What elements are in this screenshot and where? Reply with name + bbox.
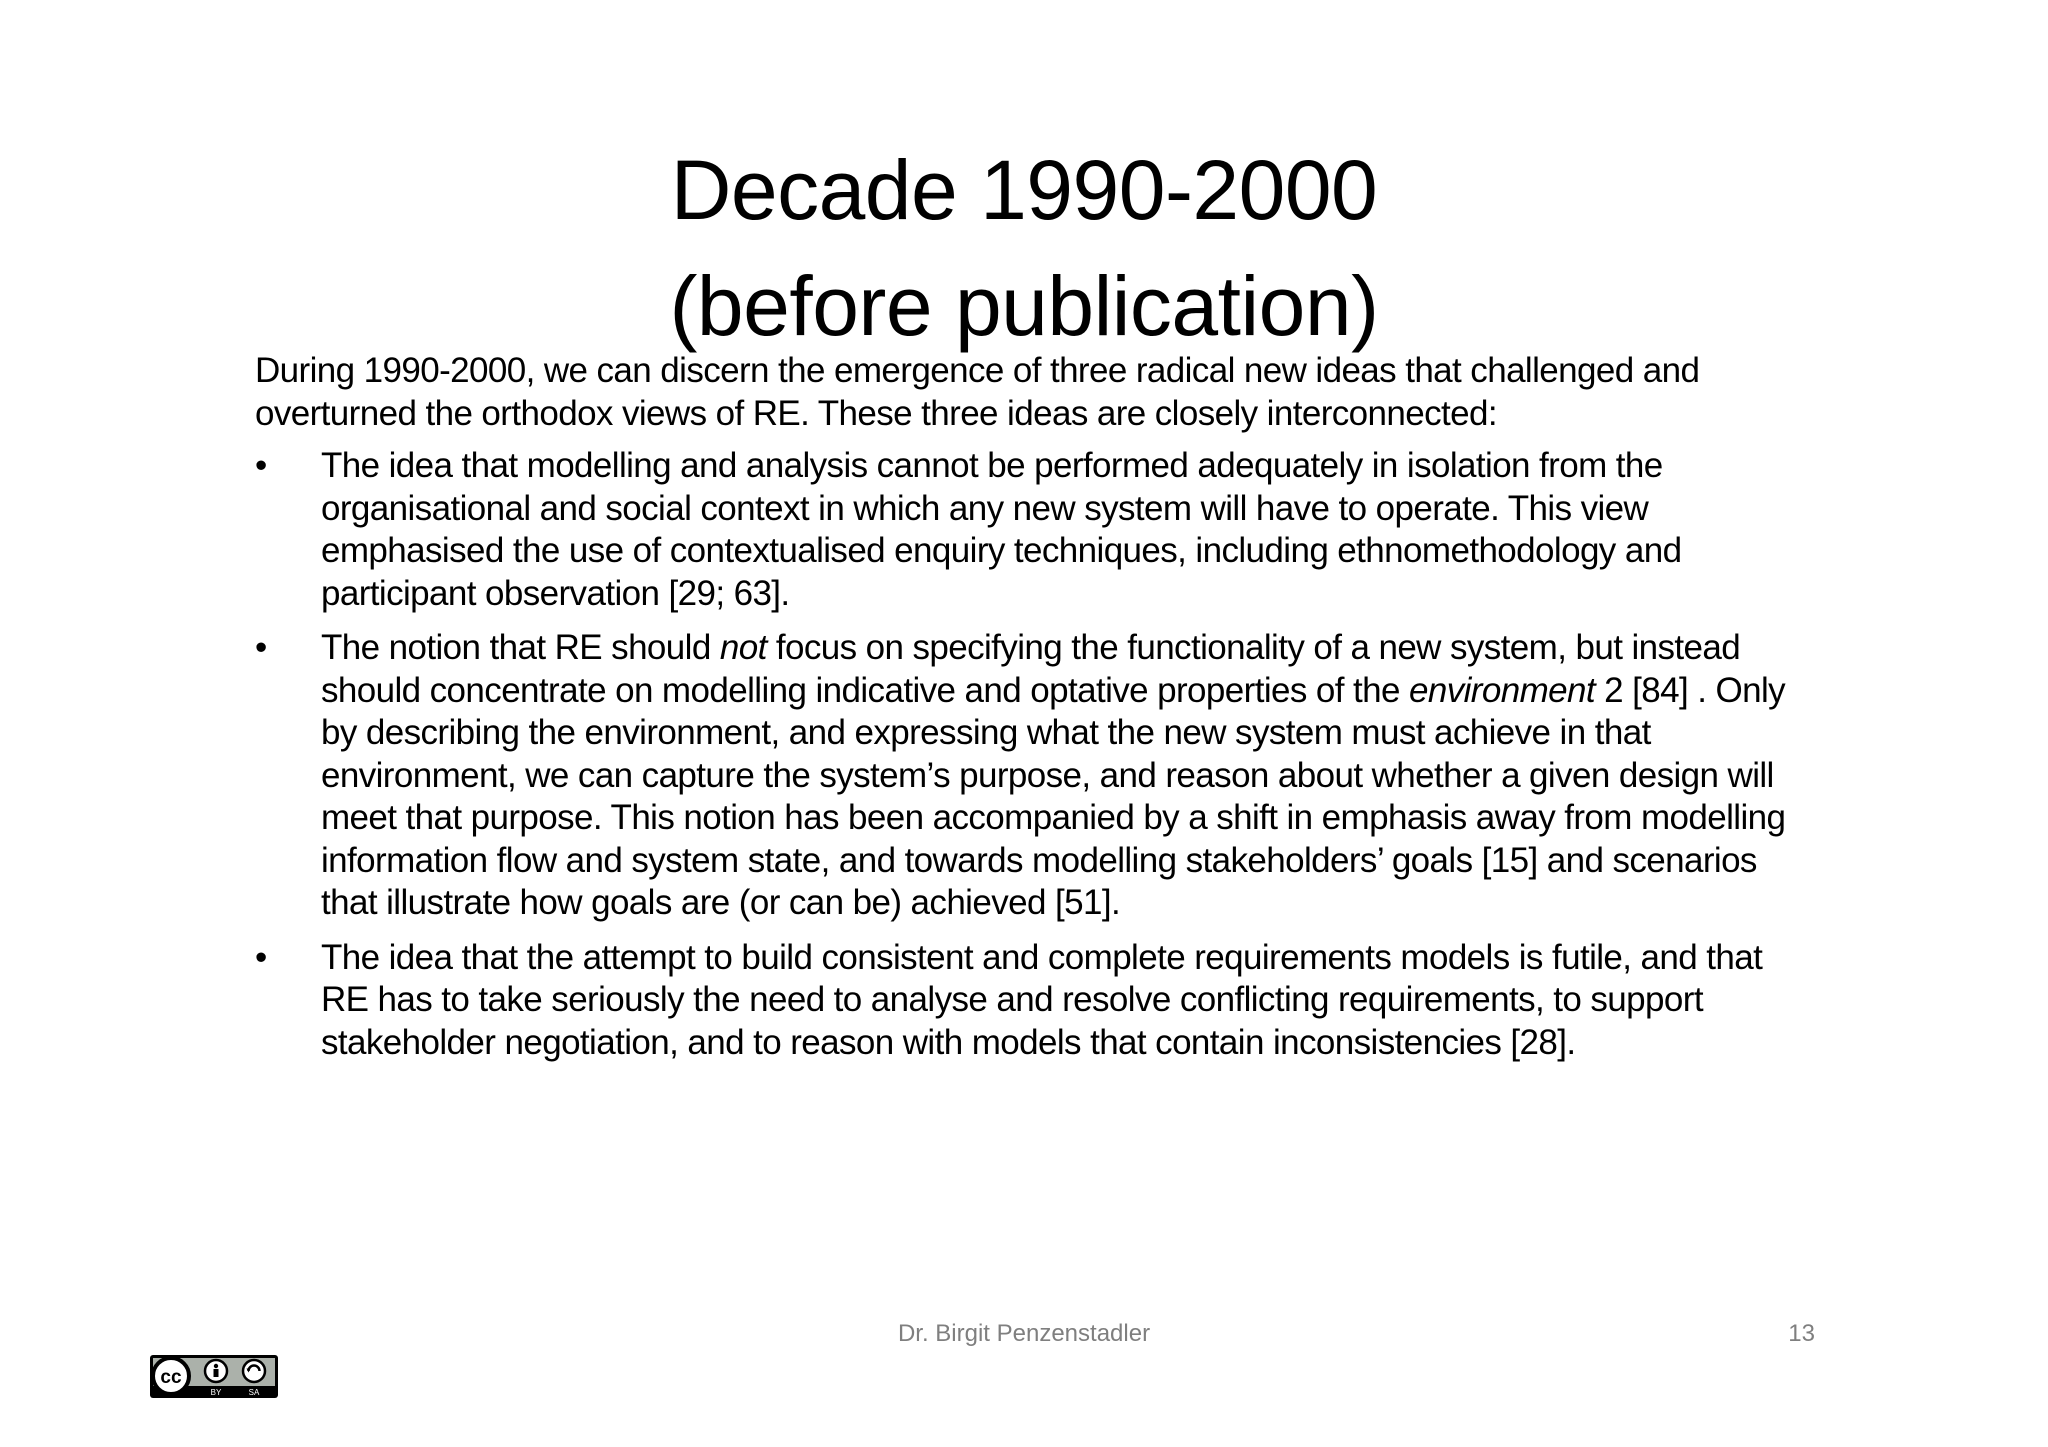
bullet-mark: • <box>255 937 267 977</box>
bullet-mark: • <box>255 628 267 667</box>
emphasis-not: not <box>719 628 767 667</box>
bullet-text: The idea that the attempt to build consistent and complete requirements models is futile, and that RE has to take seriously the need to analyse and resolve conflicting requirements, to support stakeholder negotiation, and to reason with models that contain inconsistencies [28]. <box>321 937 1763 1062</box>
slide-body <box>255 350 1815 1076</box>
intro-paragraph: During 1990-2000, we can discern the emergence of three radical new ideas that challenged and overturned the orthodox views of RE. These three ideas are closely interconnected: <box>255 351 1700 433</box>
bullet-item-2 <box>255 627 1815 925</box>
bullet-text-part: The notion that RE should <box>321 628 720 667</box>
sa-text: SA <box>248 1388 260 1397</box>
page-number: 13 <box>1788 1320 1815 1347</box>
bullet-text-part: 2 [84] . Only by describing the environment, and expressing what the new system must achieve in that environment, we can capture the system’s purpose, and reason about whether a given design will meet that purpose. This notion has been accompanied by a shift in emphasis away from modelling information flow and system state, and towards modelling stakeholders’ goals [15] and scenarios that illustrate how goals are (or can be) achieved [51]. <box>321 670 1786 922</box>
slide-title <box>0 132 2048 364</box>
bullet-list <box>255 445 1815 1064</box>
by-text: BY <box>210 1388 222 1397</box>
emphasis-environment: environment <box>1409 670 1596 710</box>
bullet-text-part: focus on specifying the functionality of a new system, but instead should concentrate on modelling indicative and optative properties of the <box>321 628 1741 710</box>
cc-text: cc <box>160 1367 182 1388</box>
bullet-text: The idea that modelling and analysis cannot be performed adequately in isolation from the organisational and social context in which any new system will have to operate. This view emphasised the use of contextualised enquiry techniques, including ethnomethodology and participant observation [29; 63]. <box>321 446 1682 613</box>
cc-by-sa-license-icon <box>149 1354 279 1399</box>
bullet-mark: • <box>255 446 267 485</box>
bullet-item-1 <box>255 445 1815 615</box>
slide-title-line-2: (before publication) <box>669 259 1379 353</box>
bullet-item-3 <box>255 937 1815 1065</box>
footer-author: Dr. Birgit Penzenstadler <box>897 1320 1151 1347</box>
slide-title-line-1: Decade 1990-2000 <box>670 143 1378 237</box>
